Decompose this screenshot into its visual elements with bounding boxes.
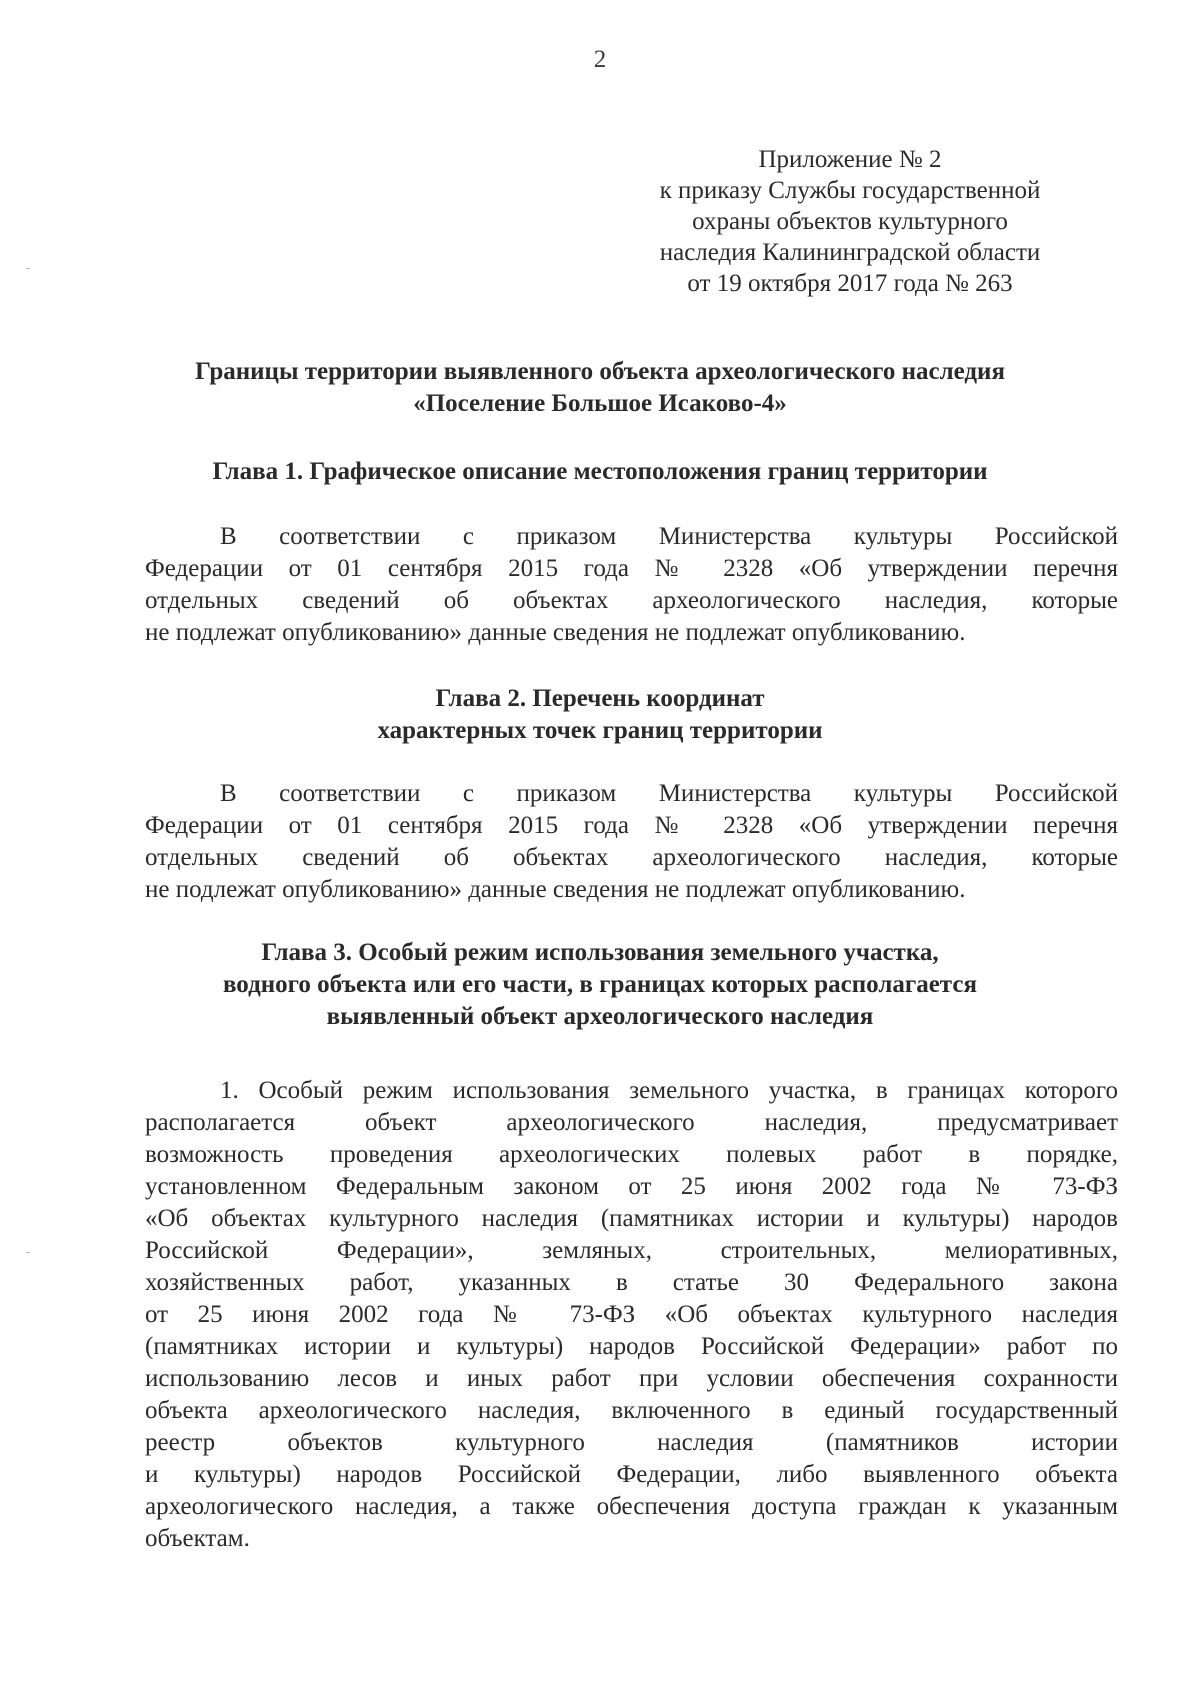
paragraph-line: хозяйственных работ, указанных в статье 30 Федерального закона	[145, 1269, 1118, 1296]
paragraph-line: отдельных сведений об объектах археологического наследия, которые	[145, 844, 1118, 871]
chapter-3-paragraph	[145, 1075, 1118, 1555]
appendix-line: от 19 октября 2017 года № 263	[687, 270, 1013, 297]
heading-line: Глава 3. Особый режим использования земельного участка,	[261, 939, 939, 966]
paragraph-line: возможность проведения археологических полевых работ в порядке,	[145, 1141, 1118, 1168]
paragraph-line: 1. Особый режим использования земельного участка, в границах которого	[220, 1077, 1118, 1104]
appendix-line: Приложение № 2	[758, 146, 942, 173]
title-line: «Поселение Большое Исаково-4»	[413, 390, 787, 417]
paragraph-line: располагается объект археологического наследия, предусматривает	[145, 1109, 1118, 1136]
paragraph-line: установленном Федеральным законом от 25 июня 2002 года № 73-ФЗ	[145, 1173, 1118, 1200]
paragraph-line: отдельных сведений об объектах археологического наследия, которые	[145, 587, 1118, 614]
paragraph-line: реестр объектов культурного наследия (памятников истории	[145, 1429, 1118, 1456]
paragraph-line: В соответствии с приказом Министерства культуры Российской	[220, 780, 1118, 807]
chapter-2-paragraph	[145, 778, 1118, 906]
chapter-1-paragraph	[145, 521, 1118, 649]
paragraph-line: археологического наследия, а также обеспечения доступа граждан к указанным	[145, 1493, 1118, 1520]
document-title	[0, 356, 1200, 420]
scan-margin-mark	[26, 268, 30, 269]
paragraph-line: объектам.	[145, 1525, 250, 1552]
paragraph-line: (памятниках истории и культуры) народов Российской Федерации» работ по	[145, 1333, 1118, 1360]
paragraph-line: Российской Федерации», земляных, строительных, мелиоративных,	[145, 1237, 1118, 1264]
paragraph-line: использованию лесов и иных работ при условии обеспечения сохранности	[145, 1365, 1118, 1392]
title-line: Границы территории выявленного объекта археологического наследия	[195, 358, 1005, 385]
scan-margin-mark	[26, 1252, 30, 1253]
paragraph-line: и культуры) народов Российской Федерации, либо выявленного объекта	[145, 1461, 1118, 1488]
paragraph-line: объекта археологического наследия, включенного в единый государственный	[145, 1397, 1118, 1424]
chapter-3-heading	[0, 937, 1200, 1033]
paragraph-line: В соответствии с приказом Министерства культуры Российской	[220, 523, 1118, 550]
page-number: 2	[593, 46, 607, 73]
paragraph-line: «Об объектах культурного наследия (памятниках истории и культуры) народов	[145, 1205, 1118, 1232]
appendix-reference	[590, 144, 1110, 299]
heading-line: характерных точек границ территории	[377, 717, 823, 744]
appendix-line: к приказу Службы государственной	[659, 177, 1041, 204]
paragraph-line: не подлежат опубликованию» данные сведения не подлежат опубликованию.	[145, 619, 966, 646]
chapter-1-heading	[0, 456, 1200, 488]
heading-line: Глава 2. Перечень координат	[435, 685, 765, 712]
appendix-line: наследия Калининградской области	[659, 239, 1041, 266]
paragraph-line: Федерации от 01 сентября 2015 года № 2328 «Об утверждении перечня	[145, 812, 1118, 839]
heading-line: выявленный объект археологического наследия	[326, 1003, 874, 1030]
heading-line: водного объекта или его части, в границах которых располагается	[222, 971, 978, 998]
appendix-line: охраны объектов культурного	[692, 208, 1008, 235]
paragraph-line: не подлежат опубликованию» данные сведения не подлежат опубликованию.	[145, 876, 966, 903]
chapter-2-heading	[0, 683, 1200, 747]
paragraph-line: от 25 июня 2002 года № 73-ФЗ «Об объектах культурного наследия	[145, 1301, 1118, 1328]
paragraph-line: Федерации от 01 сентября 2015 года № 2328 «Об утверждении перечня	[145, 555, 1118, 582]
heading-line: Глава 1. Графическое описание местоположения границ территории	[212, 458, 988, 485]
